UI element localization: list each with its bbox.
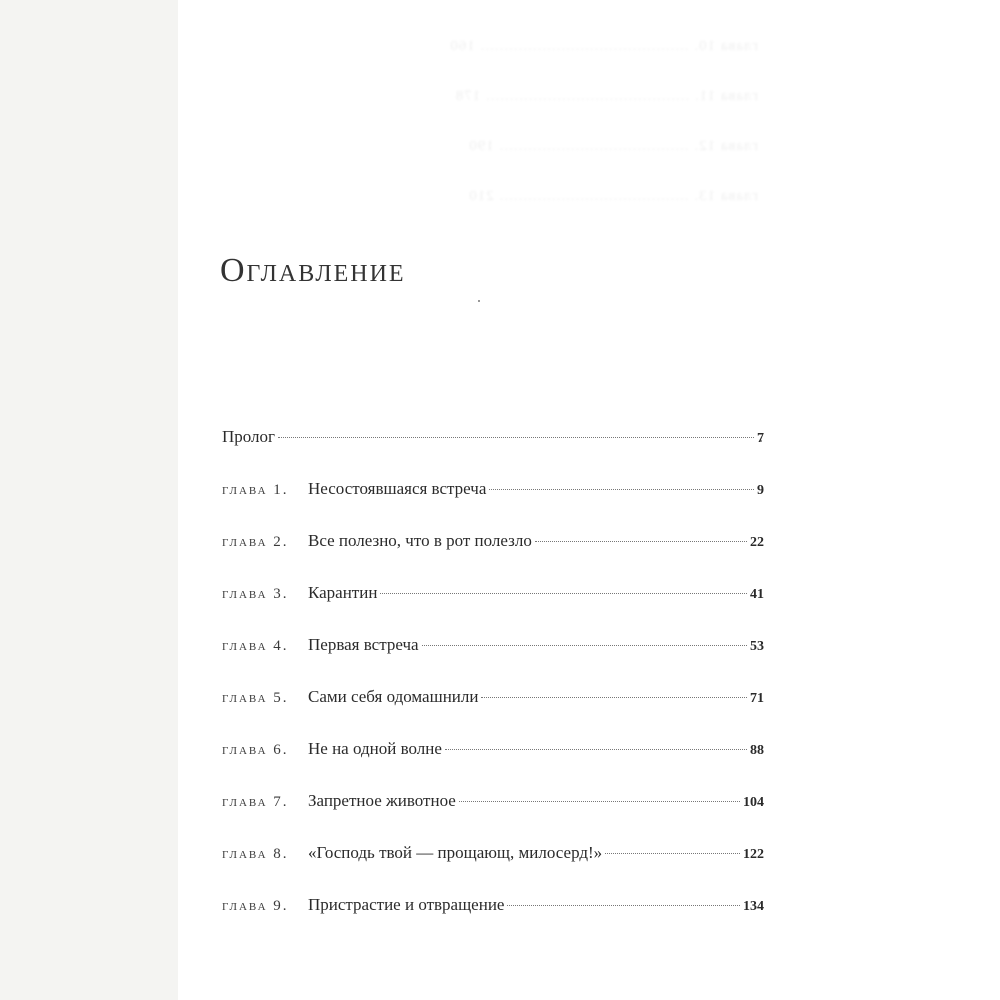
toc-entry-title: Не на одной волне (308, 739, 442, 758)
toc-heading: Оглавление (220, 252, 406, 289)
toc-entry-number: глава 4. (222, 638, 289, 654)
toc-entry-number: глава 2. (222, 534, 289, 550)
dot-leader (489, 488, 754, 490)
book-page (178, 0, 1000, 1000)
table-of-contents (178, 0, 1000, 1000)
toc-entry-number: глава 6. (222, 742, 289, 758)
toc-entry-chapter-5 (222, 687, 764, 711)
toc-entry-number: глава 1. (222, 482, 289, 498)
toc-entry-page: 41 (750, 587, 764, 602)
toc-entry-page: 53 (750, 639, 764, 654)
toc-entry-prologue (222, 427, 764, 451)
dot-leader (422, 644, 747, 646)
toc-entry-page: 7 (757, 431, 764, 446)
toc-entry-number: глава 3. (222, 586, 289, 602)
toc-entry-title: Первая встреча (308, 635, 419, 654)
toc-entry-title: Запретное животное (308, 791, 456, 810)
show-through-text: глава 10. ............................................ 160 глава 11. ........................................... 178 глава 12. ........................................ 190 глава 13. ........................................ 210 (449, 38, 758, 204)
toc-entry-chapter-9 (222, 895, 764, 919)
toc-entry-title: Несостоявшаяся встреча (308, 479, 487, 498)
dot-leader (481, 696, 747, 698)
toc-entry-page: 104 (743, 795, 764, 810)
toc-entry-chapter-8 (222, 843, 764, 867)
dot-leader (605, 852, 740, 854)
toc-entry-number: глава 8. (222, 846, 289, 862)
toc-entry-title: Сами себя одомашнили (308, 687, 479, 706)
toc-entry-page: 22 (750, 535, 764, 550)
toc-entry-title: Карантин (308, 583, 378, 602)
toc-entry-chapter-4 (222, 635, 764, 659)
dot-leader (535, 540, 747, 542)
toc-entry-number: глава 9. (222, 898, 289, 914)
dot-leader (278, 436, 754, 438)
toc-entry-page: 88 (750, 743, 764, 758)
toc-entry-chapter-2 (222, 531, 764, 555)
toc-entry-title: Пролог (222, 427, 276, 446)
dot-leader (380, 592, 747, 594)
toc-entry-number: глава 5. (222, 690, 289, 706)
toc-entry-chapter-6 (222, 739, 764, 763)
toc-entry-title: Все полезно, что в рот полезло (308, 531, 532, 550)
toc-entry-page: 122 (743, 847, 764, 862)
toc-entry-page: 9 (757, 483, 764, 498)
toc-entry-title: Пристрастие и отвращение (308, 895, 505, 914)
toc-entry-chapter-1 (222, 479, 764, 503)
toc-entry-title: «Господь твой — прощающ, милосерд!» (308, 843, 603, 862)
toc-entry-page: 71 (750, 691, 764, 706)
toc-entry-chapter-7 (222, 791, 764, 815)
dot-leader (445, 748, 747, 750)
dot-leader (507, 904, 740, 906)
toc-entry-page: 134 (743, 899, 764, 914)
toc-entry-chapter-3 (222, 583, 764, 607)
toc-entry-number: глава 7. (222, 794, 289, 810)
dot-leader (459, 800, 740, 802)
